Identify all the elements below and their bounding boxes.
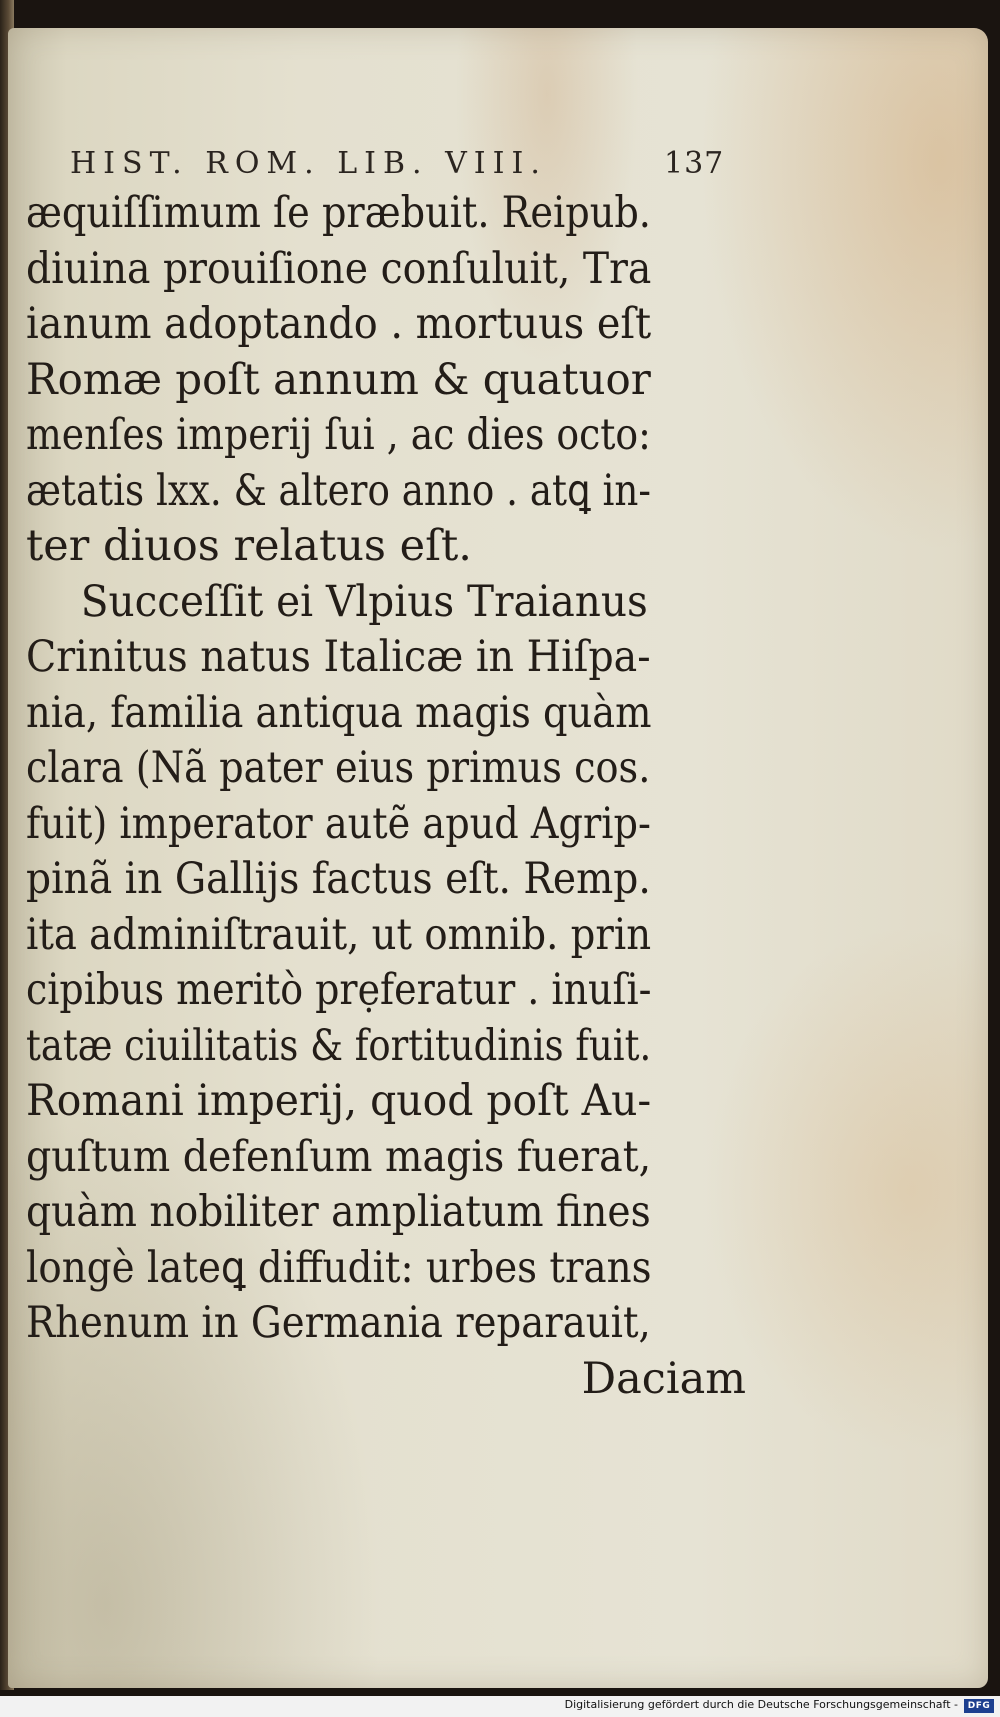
running-head [70, 146, 725, 190]
text-line: tatæ ciuilitatis & fortitudinis fuit. [26, 1020, 652, 1071]
text-line: clara (Nã pater eius primus cos. [26, 743, 651, 793]
paragraph-start-line: Succeſſit ei Vlpius Traianus [80, 576, 648, 627]
text-line: Romani imperij, quod poſt Au- [26, 1076, 652, 1126]
text-line: ianum adoptando . mortuus eſt [26, 299, 652, 349]
text-line: quàm nobiliter ampliatum fines [26, 1187, 651, 1237]
text-line: nia, familia antiqua magis quàm [26, 687, 652, 738]
text-line: cipibus meritò prẹferatur . inuſi- [26, 965, 652, 1015]
text-line: ita adminiſtrauit, ut omnib. prin [26, 909, 652, 960]
text-line: æquiſſimum ſe præbuit. Reipub. [26, 188, 651, 238]
running-head-title: HIST. ROM. LIB. VIII. [70, 146, 547, 181]
text-line: Romæ poſt annum & quatuor [26, 354, 651, 405]
text-line: fuit) imperator autẽ apud Agrip- [26, 798, 651, 849]
text-line: ætatis lxx. & altero anno . atꝗ in- [26, 465, 651, 516]
text-block [26, 186, 746, 1407]
text-line: guſtum defenſum magis fuerat, [26, 1131, 652, 1182]
funding-credit: Digitalisierung gefördert durch die Deutsche Forschungsgemeinschaft - [564, 1698, 958, 1711]
footer-bar [0, 1696, 1000, 1717]
catchword: Daciam [581, 1353, 746, 1404]
text-line: diuina prouiſione conſuluit, Tra [26, 243, 652, 294]
book-page [8, 28, 988, 1688]
text-line: menſes imperij ſui , ac dies octo: [26, 410, 651, 460]
dfg-logo: DFG [964, 1699, 994, 1713]
page-number: 137 [664, 146, 725, 181]
text-line: pinã in Gallijs factus eſt. Remp. [26, 854, 651, 904]
text-line: Rhenum in Germania reparauit, [26, 1298, 651, 1348]
text-line: Crinitus natus Italicæ in Hiſpa- [26, 632, 651, 682]
text-line: ter diuos relatus eſt. [26, 521, 472, 571]
text-line: longè lateꝗ diffudit: urbes trans [26, 1242, 652, 1293]
